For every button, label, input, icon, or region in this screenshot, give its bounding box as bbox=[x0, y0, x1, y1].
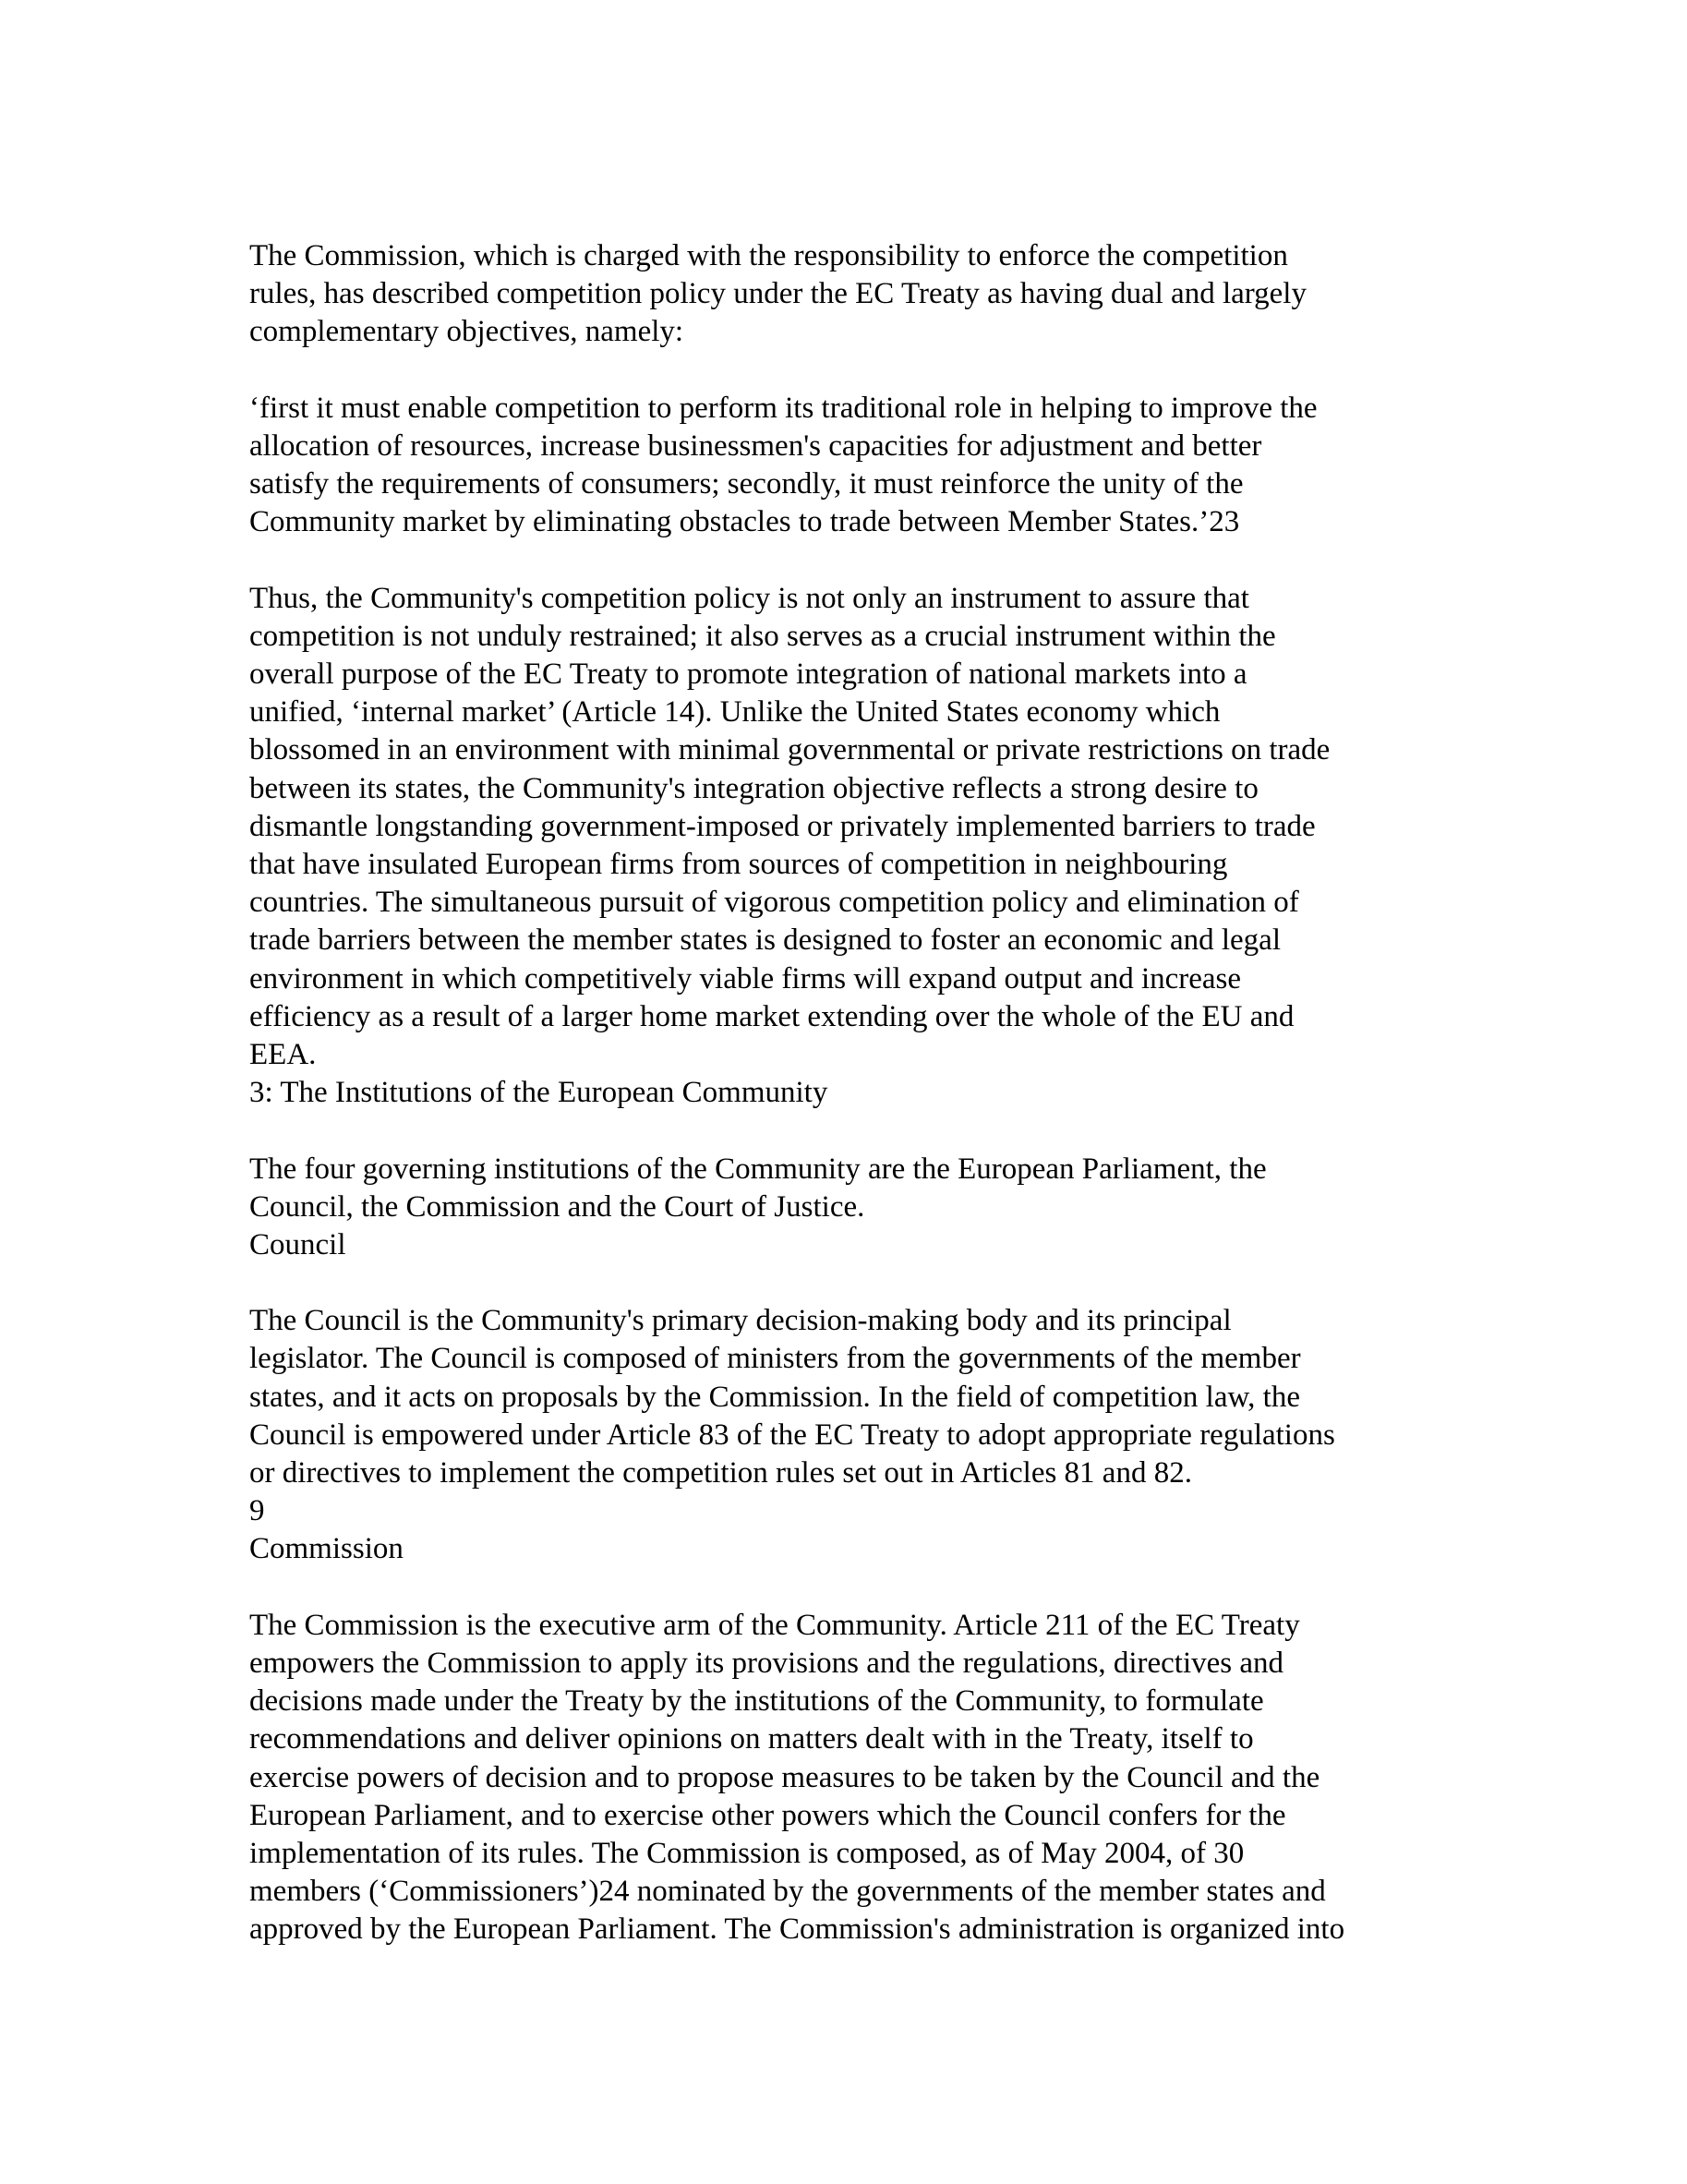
text-line: recommendations and deliver opinions on matters dealt with in the Treaty, itself to bbox=[249, 1722, 1254, 1756]
paragraph-council bbox=[249, 1302, 1542, 1492]
text-line: countries. The simultaneous pursuit of vigorous competition policy and elimination of bbox=[249, 886, 1299, 920]
text-line: Thus, the Community's competition policy is not only an instrument to assure that bbox=[249, 581, 1249, 615]
text-line: empowers the Commission to apply its provisions and the regulations, directives and bbox=[249, 1646, 1284, 1680]
text-line: efficiency as a result of a larger home market extending over the whole of the EU and bbox=[249, 999, 1295, 1033]
subheading-commission: Commission bbox=[249, 1532, 404, 1566]
paragraph-spacer bbox=[249, 542, 1542, 580]
text-line: implementation of its rules. The Commission is composed, as of May 2004, of 30 bbox=[249, 1836, 1245, 1870]
block-quote bbox=[249, 390, 1542, 542]
paragraph-competition-policy bbox=[249, 580, 1542, 1074]
text-line: competition is not unduly restrained; it also serves as a crucial instrument within the bbox=[249, 619, 1276, 653]
text-line: members (‘Commissioners’)24 nominated by the governments of the member states and bbox=[249, 1875, 1326, 1909]
text-line: satisfy the requirements of consumers; secondly, it must reinforce the unity of the bbox=[249, 467, 1244, 501]
text-line: Council is empowered under Article 83 of the EC Treaty to adopt appropriate regulations bbox=[249, 1418, 1335, 1452]
text-line: or directives to implement the competition rules set out in Articles 81 and 82. bbox=[249, 1456, 1192, 1490]
text-line: unified, ‘internal market’ (Article 14). Unlike the United States economy which bbox=[249, 695, 1221, 730]
text-line: decisions made under the Treaty by the institutions of the Community, to formulate bbox=[249, 1684, 1264, 1719]
text-line: complementary objectives, namely: bbox=[249, 315, 684, 349]
paragraph-spacer bbox=[249, 352, 1542, 390]
text-line: trade barriers between the member states is designed to foster an economic and legal bbox=[249, 923, 1281, 958]
page-number: 9 bbox=[249, 1494, 265, 1528]
text-line: exercise powers of decision and to propose measures to be taken by the Council and the bbox=[249, 1760, 1320, 1794]
text-line: The four governing institutions of the Community are the European Parliament, the bbox=[249, 1152, 1267, 1186]
text-line: allocation of resources, increase businessmen's capacities for adjustment and better bbox=[249, 428, 1262, 463]
text-line: European Parliament, and to exercise other powers which the Council confers for the bbox=[249, 1798, 1286, 1832]
text-line: environment in which competitively viable firms will expand output and increase bbox=[249, 961, 1242, 995]
text-line: legislator. The Council is composed of ministers from the governments of the member bbox=[249, 1342, 1301, 1376]
paragraph-spacer bbox=[249, 1112, 1542, 1150]
paragraph-spacer bbox=[249, 1569, 1542, 1607]
paragraph-commission-objectives bbox=[249, 237, 1542, 352]
section-heading: 3: The Institutions of the European Community bbox=[249, 1076, 828, 1110]
paragraph-governing-institutions bbox=[249, 1151, 1542, 1226]
text-line: that have insulated European firms from sources of competition in neighbouring bbox=[249, 848, 1228, 881]
text-line: The Council is the Community's primary decision-making body and its principal bbox=[249, 1304, 1232, 1338]
text-line: blossomed in an environment with minimal governmental or private restrictions on trade bbox=[249, 733, 1331, 767]
text-line: states, and it acts on proposals by the Commission. In the field of competition law, the bbox=[249, 1380, 1301, 1414]
text-line: Community market by eliminating obstacles to trade between Member States.’23 bbox=[249, 505, 1240, 539]
paragraph-spacer bbox=[249, 1264, 1542, 1302]
text-line: Council, the Commission and the Court of Justice. bbox=[249, 1189, 865, 1224]
text-line: The Commission, which is charged with the responsibility to enforce the competition bbox=[249, 239, 1288, 272]
document-body bbox=[249, 237, 1542, 1949]
subheading-council: Council bbox=[249, 1227, 346, 1261]
text-line: The Commission is the executive arm of the Community. Article 211 of the EC Treaty bbox=[249, 1608, 1300, 1642]
paragraph-commission bbox=[249, 1607, 1542, 1949]
text-line: overall purpose of the EC Treaty to promote integration of national markets into a bbox=[249, 658, 1247, 692]
text-line: EEA. bbox=[249, 1037, 317, 1071]
text-line: dismantle longstanding government-imposed or privately implemented barriers to trade bbox=[249, 809, 1316, 843]
text-line: rules, has described competition policy under the EC Treaty as having dual and largely bbox=[249, 277, 1307, 311]
text-line: between its states, the Community's integration objective reflects a strong desire to bbox=[249, 771, 1259, 805]
text-line: ‘first it must enable competition to perform its traditional role in helping to improve the bbox=[249, 391, 1318, 425]
text-line: approved by the European Parliament. The Commission's administration is organized into bbox=[249, 1913, 1345, 1947]
